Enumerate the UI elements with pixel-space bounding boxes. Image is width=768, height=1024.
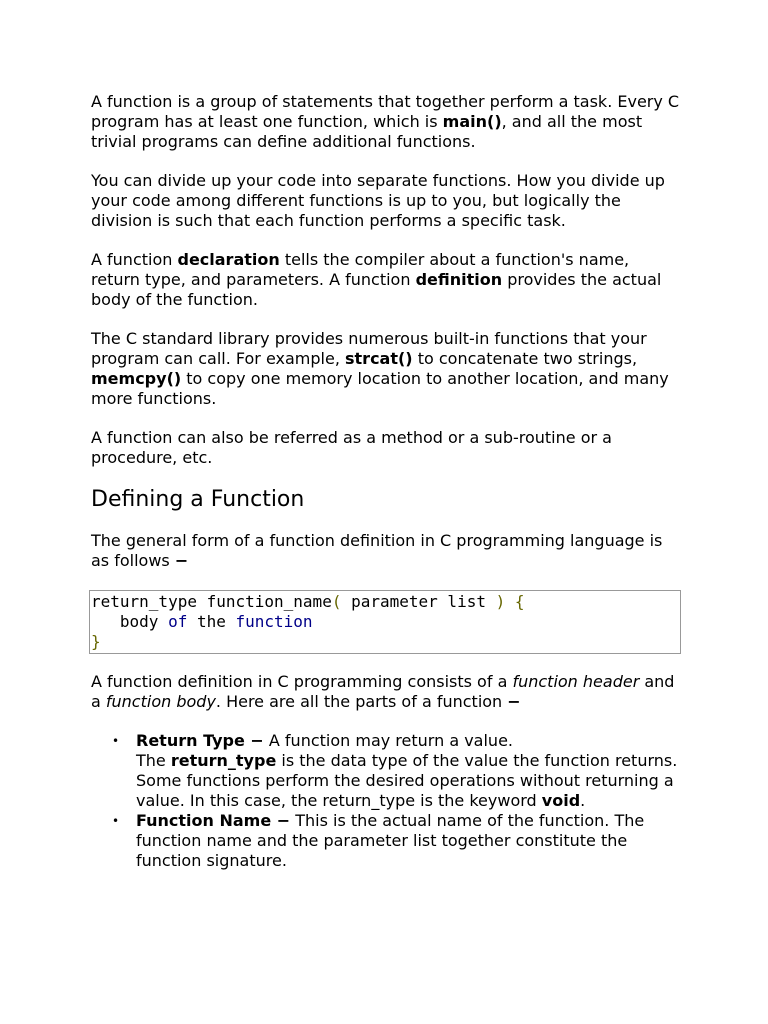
text: The general form of a function definition in C programming language is as follows [91,531,663,570]
text: A function [91,250,178,269]
text: . Here are all the parts of a function [215,692,508,711]
intro-paragraph [91,92,681,152]
declaration-paragraph [91,250,681,310]
text: and a [91,672,675,711]
memcpy-keyword: memcpy() [91,369,182,388]
list-item-title: Function Name − [136,811,291,830]
code-token: parameter list [341,592,496,611]
text: , and all the most trivial programs can define additional functions. [91,112,643,151]
code-token: the [187,612,236,631]
text: A function is a group of statements that together perform a task. Every C program has at least one function, which is [91,92,680,131]
minus-sign: − [507,692,521,711]
list-item-title: Return Type − [136,731,264,750]
section-heading: Defining a Function [91,487,305,512]
text: This is the actual name of the function. The function name and the parameter list together constitute the function signature. [136,811,645,870]
divide-code-paragraph: You can divide up your code into separate functions. How you divide up your code among different functions is up to you, but logically the division is such that each function performs a specific task. [91,171,665,230]
text: The [136,751,171,770]
definition-term: definition [415,270,503,289]
code-token: ( [331,592,342,611]
code-block [89,590,681,654]
code-token: of [168,612,188,631]
text: . [580,791,586,810]
minus-sign: − [174,551,189,570]
main-keyword: main() [442,112,502,131]
code-token: { [514,592,525,611]
text: A function definition in C programming consists of a [91,672,513,691]
list-item-function-name [136,811,681,871]
function-parts-list [91,731,681,871]
code-token: } [91,632,101,651]
declaration-term: declaration [177,250,280,269]
code-token: return_type function_name [91,592,332,611]
standard-library-paragraph [91,329,681,409]
return-type-term: return_type [170,751,277,770]
method-paragraph: A function can also be referred as a method or a sub-routine or a procedure, etc. [91,428,612,467]
code-token: function [235,612,313,631]
text: to concatenate two strings, [412,349,638,368]
text: The C standard library provides numerous built-in functions that your program can call. For example, [91,329,647,368]
function-header-term: function header [512,672,640,691]
text: A function may return a value. [263,731,513,750]
code-token: ) [495,592,506,611]
text: is the data type of the value the function returns. Some functions perform the desired operations without returning a value. In this case, the return_type is the keyword [136,751,678,810]
general-form-paragraph [91,531,681,571]
article-content [91,92,681,871]
function-body-term: function body [105,692,216,711]
code-token: body [91,612,169,631]
text: to copy one memory location to another location, and many more functions. [91,369,669,408]
text: provides the actual body of the function. [91,270,662,309]
code-token [505,592,515,611]
text: tells the compiler about a function's name, return type, and parameters. A function [91,250,630,289]
list-item-return-type [136,731,681,811]
function-parts-paragraph [91,672,681,712]
void-keyword: void [541,791,581,810]
strcat-keyword: strcat() [345,349,413,368]
